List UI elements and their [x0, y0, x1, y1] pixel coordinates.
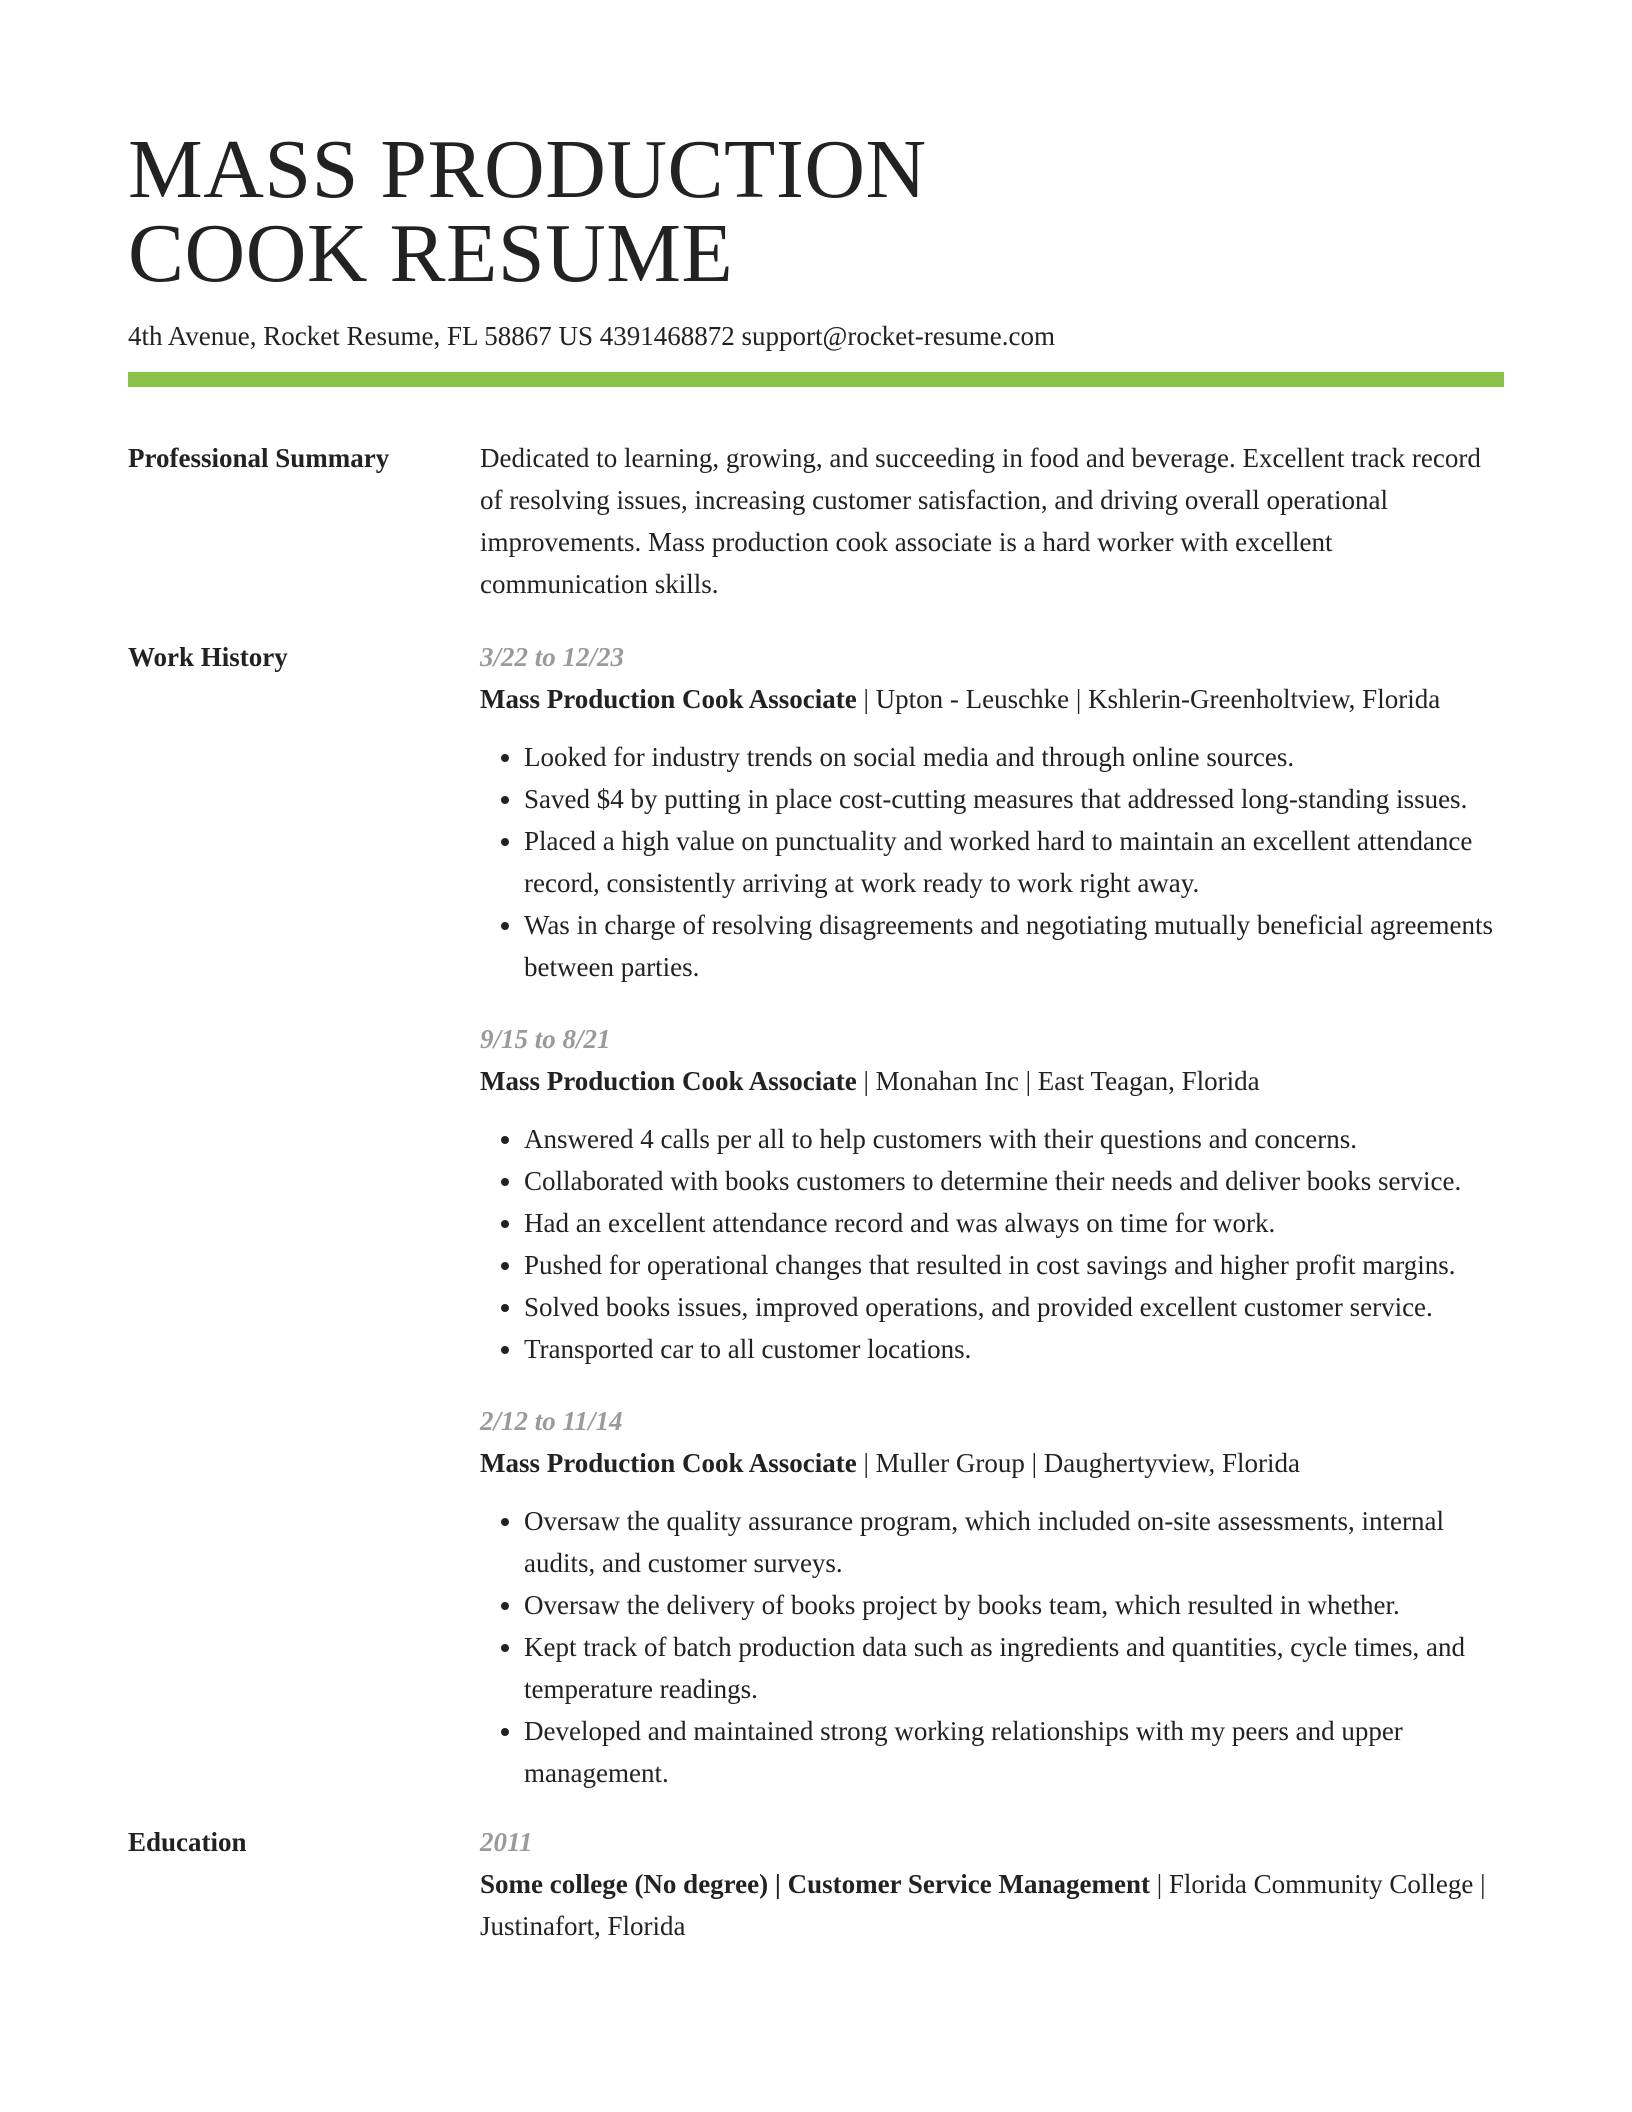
work-history-section — [128, 636, 1504, 1794]
job-title: Mass Production Cook Associate — [480, 684, 857, 714]
summary-heading: Professional Summary — [128, 443, 390, 473]
job-bullet: • Was in charge of resolving disagreements and negotiating mutually beneficial agreements between parties. — [524, 904, 1504, 988]
education-line — [480, 1863, 1504, 1947]
education-school-location: | Florida Community College | Justinafort, Florida — [480, 1869, 1486, 1941]
job-employer-location: | Monahan Inc | East Teagan, Florida — [856, 1066, 1260, 1096]
job-bullet: • Collaborated with books customers to determine their needs and deliver books service. — [524, 1160, 1504, 1202]
resume-title — [128, 0, 1504, 300]
job-bullets — [480, 736, 1504, 988]
education-year: 2011 — [480, 1827, 533, 1857]
job-title: Mass Production Cook Associate — [480, 1066, 857, 1096]
job-bullet: • Kept track of batch production data such as ingredients and quantities, cycle times, and temperature readings. — [524, 1626, 1504, 1710]
job-role-line — [480, 678, 1504, 720]
resume-page — [128, 0, 1504, 1947]
job-entry — [480, 1018, 1504, 1370]
job-role-line — [480, 1060, 1504, 1102]
resume-title-line-1: MASS PRODUCTION — [128, 123, 927, 216]
summary-text: Dedicated to learning, growing, and succeeding in food and beverage. Excellent track record of resolving issues, increasing customer satisfaction, and driving overall operational improvements. Mass production cook associate is a hard worker with excellent communication skills. — [480, 443, 1481, 599]
job-employer-location: | Muller Group | Daughertyview, Florida — [856, 1448, 1300, 1478]
accent-divider — [128, 372, 1504, 387]
job-entry — [480, 636, 1504, 988]
job-bullet: • Oversaw the delivery of books project by books team, which resulted in whether. — [524, 1584, 1504, 1626]
job-dates: 3/22 to 12/23 — [480, 642, 625, 672]
job-bullet: • Saved $4 by putting in place cost-cutting measures that addressed long-standing issues. — [524, 778, 1504, 820]
job-bullet: • Oversaw the quality assurance program, which included on-site assessments, internal audits, and customer surveys. — [524, 1500, 1504, 1584]
job-bullet: • Transported car to all customer locations. — [524, 1328, 1504, 1370]
job-bullet: • Developed and maintained strong working relationships with my peers and upper management. — [524, 1710, 1504, 1794]
job-dates: 9/15 to 8/21 — [480, 1024, 611, 1054]
summary-section — [128, 437, 1504, 605]
job-bullets — [480, 1118, 1504, 1370]
job-bullet: • Solved books issues, improved operations, and provided excellent customer service. — [524, 1286, 1504, 1328]
job-role-line — [480, 1442, 1504, 1484]
education-heading: Education — [128, 1827, 247, 1857]
job-employer-location: | Upton - Leuschke | Kshlerin-Greenholtview, Florida — [856, 684, 1441, 714]
job-entry — [480, 1400, 1504, 1794]
resume-title-line-2: COOK RESUME — [128, 207, 734, 300]
contact-line: 4th Avenue, Rocket Resume, FL 58867 US 4391468872 support@rocket-resume.com — [128, 321, 1055, 351]
job-dates: 2/12 to 11/14 — [480, 1406, 623, 1436]
job-title: Mass Production Cook Associate — [480, 1448, 857, 1478]
job-bullet: • Pushed for operational changes that resulted in cost savings and higher profit margins. — [524, 1244, 1504, 1286]
job-bullet: • Answered 4 calls per all to help customers with their questions and concerns. — [524, 1118, 1504, 1160]
work-history-heading: Work History — [128, 642, 288, 672]
job-bullet: • Had an excellent attendance record and was always on time for work. — [524, 1202, 1504, 1244]
job-bullet: • Looked for industry trends on social media and through online sources. — [524, 736, 1504, 778]
education-degree: Some college (No degree) | Customer Service Management — [480, 1869, 1150, 1899]
job-bullet: • Placed a high value on punctuality and worked hard to maintain an excellent attendance record, consistently arriving at work ready to work right away. — [524, 820, 1504, 904]
education-section — [128, 1821, 1504, 1947]
job-bullets — [480, 1500, 1504, 1794]
